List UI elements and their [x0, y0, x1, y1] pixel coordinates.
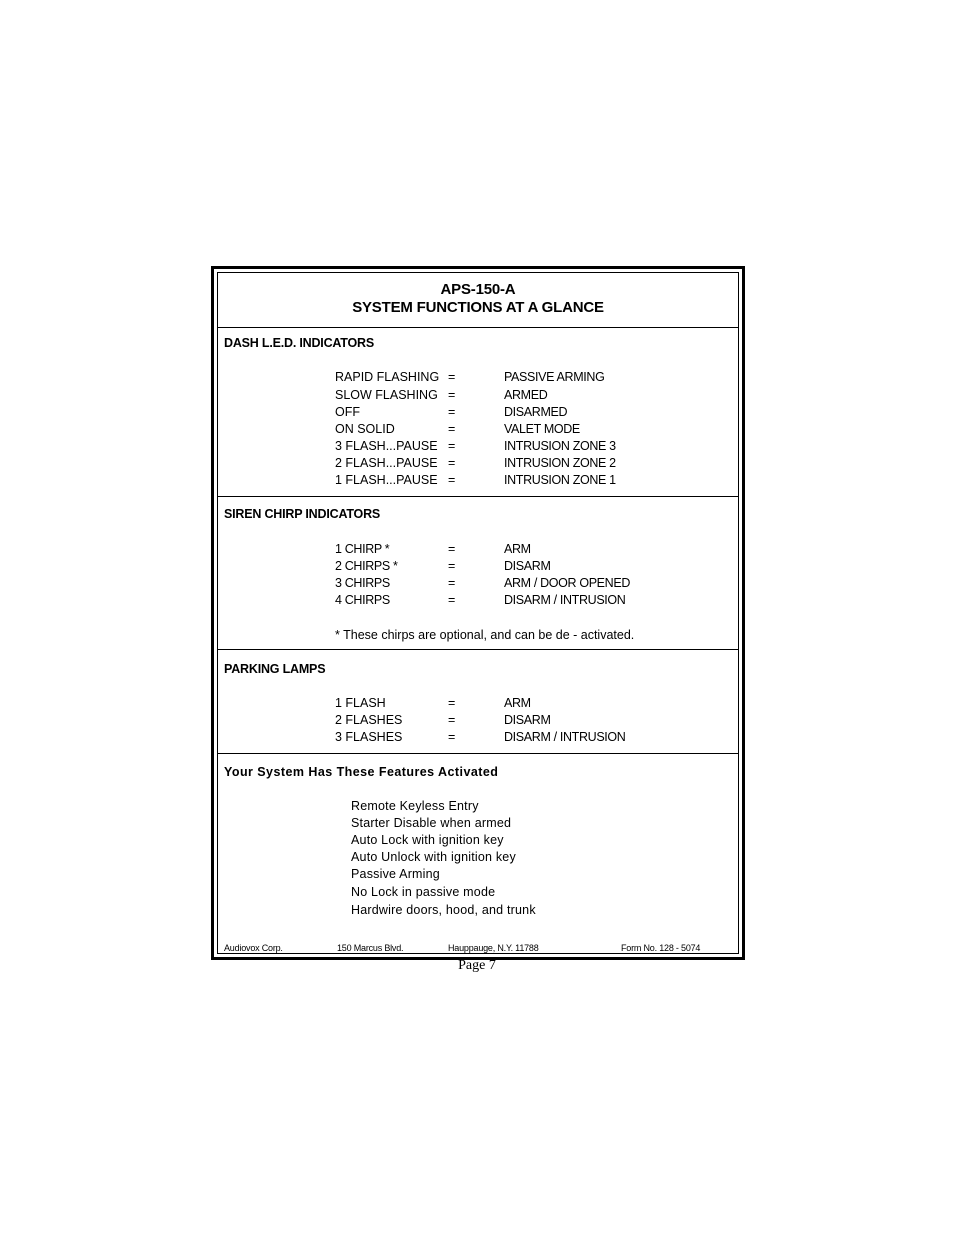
meaning: DISARM / INTRUSION	[504, 593, 626, 607]
equals: =	[448, 559, 456, 573]
equals: =	[448, 405, 456, 419]
meaning: ARM / DOOR OPENED	[504, 576, 631, 590]
divider	[218, 496, 738, 497]
features-heading: Your System Has These Features Activated	[224, 765, 499, 779]
equals: =	[448, 576, 456, 590]
signal: 4 CHIRPS	[335, 593, 390, 607]
footer-street: 150 Marcus Blvd.	[337, 943, 404, 953]
divider	[218, 753, 738, 754]
signal: 1 CHIRP *	[335, 542, 390, 556]
model-title: APS-150-A	[440, 281, 516, 298]
signal: RAPID FLASHING	[335, 370, 440, 384]
feature-item: Hardwire doors, hood, and trunk	[351, 903, 536, 917]
feature-item: Remote Keyless Entry	[351, 799, 479, 813]
meaning: ARM	[504, 696, 531, 710]
meaning: INTRUSION ZONE 3	[504, 439, 616, 453]
equals: =	[448, 696, 456, 710]
meaning: ARMED	[504, 388, 548, 402]
equals: =	[448, 422, 456, 436]
signal: 2 FLASHES	[335, 713, 403, 727]
equals: =	[448, 388, 456, 402]
equals: =	[448, 439, 456, 453]
feature-item: Auto Lock with ignition key	[351, 833, 504, 847]
page-number: Page 7	[458, 958, 496, 973]
footer-form-number: Form No. 128 - 5074	[621, 943, 701, 953]
signal: OFF	[335, 405, 360, 419]
signal: 2 CHIRPS *	[335, 559, 398, 573]
signal: 1 FLASH...PAUSE	[335, 473, 438, 487]
equals: =	[448, 473, 456, 487]
feature-item: Auto Unlock with ignition key	[351, 850, 516, 864]
feature-item: Passive Arming	[351, 867, 440, 881]
meaning: DISARMED	[504, 405, 568, 419]
signal: ON SOLID	[335, 422, 395, 436]
equals: =	[448, 542, 456, 556]
equals: =	[448, 593, 456, 607]
meaning: PASSIVE ARMING	[504, 370, 605, 384]
divider	[218, 649, 738, 650]
dash-led-heading: DASH L.E.D. INDICATORS	[224, 336, 375, 350]
equals: =	[448, 730, 456, 744]
footer-company: Audiovox Corp.	[224, 943, 283, 953]
quick-reference-card	[211, 266, 745, 960]
card-title: SYSTEM FUNCTIONS AT A GLANCE	[352, 299, 604, 316]
signal: 1 FLASH	[335, 696, 386, 710]
meaning: DISARM	[504, 713, 551, 727]
card-inner-frame	[217, 272, 739, 954]
equals: =	[448, 370, 456, 384]
signal: 3 FLASHES	[335, 730, 403, 744]
meaning: DISARM	[504, 559, 551, 573]
equals: =	[448, 456, 456, 470]
feature-item: Starter Disable when armed	[351, 816, 512, 830]
divider	[218, 327, 738, 328]
meaning: DISARM / INTRUSION	[504, 730, 626, 744]
parking-lamps-heading: PARKING LAMPS	[224, 662, 326, 676]
signal: 3 FLASH...PAUSE	[335, 439, 438, 453]
footer-city: Hauppauge, N.Y. 11788	[448, 943, 539, 953]
meaning: INTRUSION ZONE 2	[504, 456, 616, 470]
meaning: ARM	[504, 542, 531, 556]
signal: 2 FLASH...PAUSE	[335, 456, 438, 470]
meaning: INTRUSION ZONE 1	[504, 473, 616, 487]
siren-heading: SIREN CHIRP INDICATORS	[224, 507, 381, 521]
signal: 3 CHIRPS	[335, 576, 390, 590]
signal: SLOW FLASHING	[335, 388, 438, 402]
feature-item: No Lock in passive mode	[351, 885, 496, 899]
meaning: VALET MODE	[504, 422, 580, 436]
chirp-note: * These chirps are optional, and can be de - activated.	[335, 628, 635, 642]
equals: =	[448, 713, 456, 727]
